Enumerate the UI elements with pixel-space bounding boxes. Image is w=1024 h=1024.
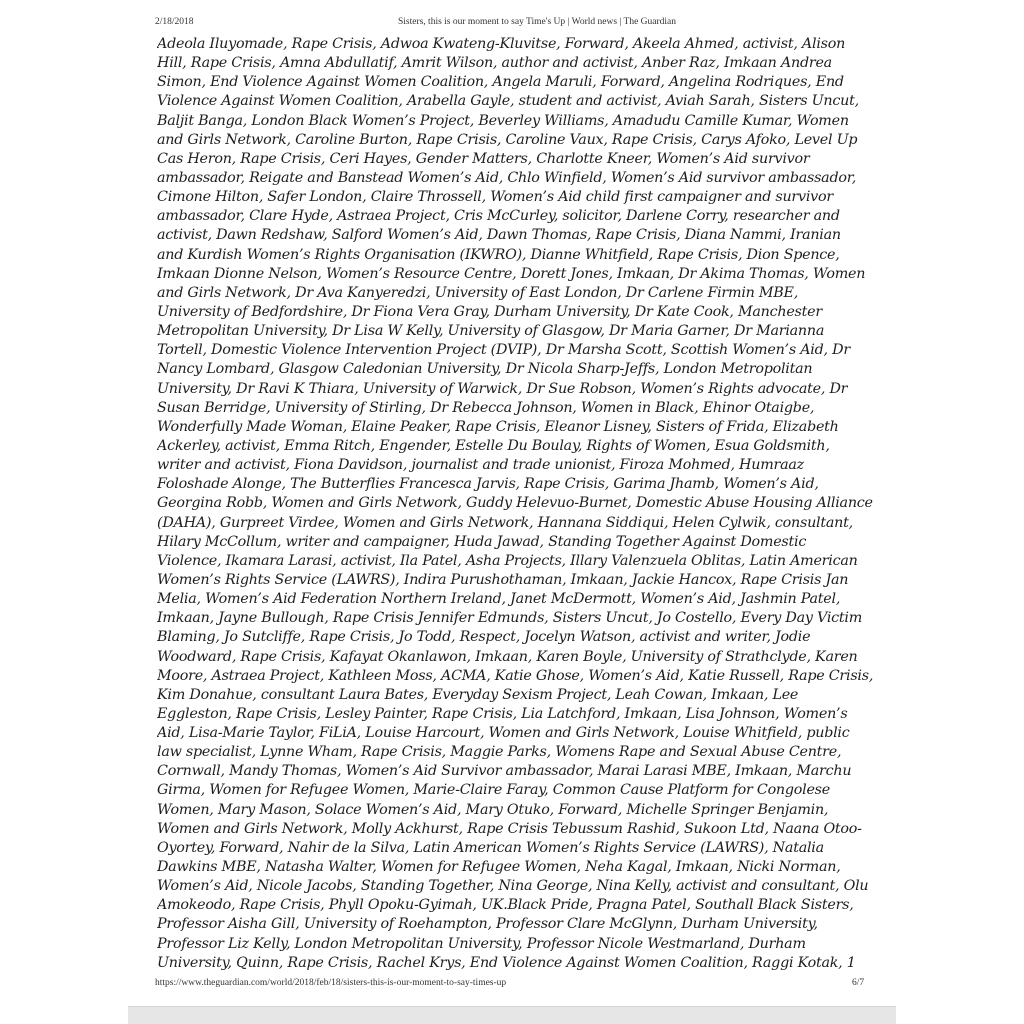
text-line: and Girls Network, Caroline Burton, Rape Crisis, Caroline Vaux, Rape Crisis, Carys Afoko, Level Up	[157, 131, 858, 148]
text-line: Aid, Lisa-Marie Taylor, FiLiA, Louise Harcourt, Women and Girls Network, Louise Whitfield, public	[157, 725, 850, 742]
text-line: (DAHA), Gurpreet Virdee, Women and Girls Network, Hannana Siddiqui, Helen Cylwik, consultant,	[157, 514, 853, 531]
text-line: Amokeodo, Rape Crisis, Phyll Opoku-Gyimah, UK.Black Pride, Pragna Patel, Southall Black Sisters,	[157, 897, 854, 914]
text-line: Simon, End Violence Against Women Coalition, Angela Maruli, Forward, Angelina Rodriques, End	[157, 74, 844, 91]
text-line: Tortell, Domestic Violence Intervention Project (DVIP), Dr Marsha Scott, Scottish Women’s Aid, Dr	[157, 342, 850, 359]
text-line: Oyortey, Forward, Nahir de la Silva, Latin American Women’s Rights Service (LAWRS), Natalia	[157, 839, 824, 856]
text-line: Melia, Women’s Aid Federation Northern Ireland, Janet McDermott, Women’s Aid, Jashmin Patel,	[157, 591, 841, 608]
text-line: Cas Heron, Rape Crisis, Ceri Hayes, Gender Matters, Charlotte Kneer, Women’s Aid survivor	[157, 150, 810, 167]
text-line: University, Dr Ravi K Thiara, University of Warwick, Dr Sue Robson, Women’s Rights advocate, Dr	[157, 380, 848, 397]
text-line: and Kurdish Women’s Rights Organisation (IKWRO), Dianne Whitfield, Rape Crisis, Dion Spence,	[157, 246, 840, 263]
text-line: Metropolitan University, Dr Lisa W Kelly, University of Glasgow, Dr Maria Garner, Dr Marianna	[157, 323, 825, 340]
text-line: law specialist, Lynne Wham, Rape Crisis, Maggie Parks, Womens Rape and Sexual Abuse Centre,	[157, 744, 842, 761]
text-line: ambassador, Clare Hyde, Astraea Project, Cris McCurley, solicitor, Darlene Corry, researcher and	[157, 208, 840, 225]
print-url[interactable]: https://www.theguardian.com/world/2018/feb/18/sisters-this-is-our-moment-to-say-times-up	[155, 978, 507, 988]
text-line: Cornwall, Mandy Thomas, Women’s Aid Survivor ambassador, Marai Larasi MBE, Imkaan, Marchu	[157, 763, 852, 780]
text-line: University of Bedfordshire, Dr Fiona Vera Gray, Durham University, Dr Kate Cook, Manchester	[157, 303, 822, 320]
text-line: Cimone Hilton, Safer London, Claire Throssell, Women’s Aid child first campaigner and survivor	[157, 189, 833, 206]
print-footer	[0, 978, 1024, 992]
text-line: activist, Dawn Redshaw, Salford Women’s Aid, Dawn Thomas, Rape Crisis, Diana Nammi, Iranian	[157, 227, 841, 244]
text-line: Moore, Astraea Project, Kathleen Moss, ACMA, Katie Ghose, Women’s Aid, Katie Russell, Rape Crisis,	[157, 667, 874, 684]
text-line: Women’s Rights Service (LAWRS), Indira Purushothaman, Imkaan, Jackie Hancox, Rape Crisis Jan	[157, 571, 849, 588]
text-line: and Girls Network, Dr Ava Kanyeredzi, University of East London, Dr Carlene Firmin MBE,	[157, 284, 799, 301]
text-line: Nancy Lombard, Glasgow Caledonian University, Dr Nicola Sharp-Jeffs, London Metropolitan	[157, 361, 813, 378]
text-line: Georgina Robb, Women and Girls Network, Guddy Helevuo-Burnet, Domestic Abuse Housing Alliance	[157, 495, 873, 512]
text-line: Woodward, Rape Crisis, Kafayat Okanlawon, Imkaan, Karen Boyle, University of Strathclyde, Karen	[157, 648, 858, 665]
text-line: Wonderfully Made Woman, Elaine Peaker, Rape Crisis, Eleanor Lisney, Sisters of Frida, Elizabeth	[157, 418, 839, 435]
signatories-text	[157, 35, 877, 973]
text-line: Hill, Rape Crisis, Amna Abdullatif, Amrit Wilson, author and activist, Anber Raz, Imkaan Andrea	[157, 55, 832, 72]
page-number: 6/7	[852, 978, 865, 988]
text-line: Adeola Iluyomade, Rape Crisis, Adwoa Kwateng-Kluvitse, Forward, Akeela Ahmed, activist, Alison	[157, 36, 846, 52]
text-line: Blaming, Jo Sutcliffe, Rape Crisis, Jo Todd, Respect, Jocelyn Watson, activist and writer, Jodie	[157, 629, 811, 646]
text-line: ambassador, Reigate and Banstead Women’s Aid, Chlo Winfield, Women’s Aid survivor ambassador,	[157, 169, 857, 186]
print-date: 2/18/2018	[155, 17, 194, 27]
text-line: Women, Mary Mason, Solace Women’s Aid, Mary Otuko, Forward, Michelle Springer Benjamin,	[157, 801, 829, 818]
text-line: Professor Liz Kelly, London Metropolitan University, Professor Nicole Westmarland, Durham	[157, 935, 806, 952]
text-line: Baljit Banga, London Black Women’s Project, Beverley Williams, Amadudu Camille Kumar, Women	[157, 112, 849, 129]
print-page-title: Sisters, this is our moment to say Time's Up | World news | The Guardian	[397, 17, 677, 27]
text-line: Dawkins MBE, Natasha Walter, Women for Refugee Women, Neha Kagal, Imkaan, Nicki Norman,	[157, 859, 841, 876]
text-line: Girma, Women for Refugee Women, Marie-Claire Faray, Common Cause Platform for Congolese	[157, 782, 830, 799]
viewer-bottom-bar	[128, 1006, 896, 1024]
text-line: Imkaan, Jayne Bullough, Rape Crisis Jennifer Edmunds, Sisters Uncut, Jo Costello, Every Day Victim	[157, 610, 863, 627]
text-line: Professor Aisha Gill, University of Roehampton, Professor Clare McGlynn, Durham University,	[157, 916, 818, 933]
text-line: Ackerley, activist, Emma Ritch, Engender, Estelle Du Boulay, Rights of Women, Esua Goldsmith,	[157, 437, 830, 454]
text-line: Violence Against Women Coalition, Arabella Gayle, student and activist, Aviah Sarah, Sisters Uncut,	[157, 93, 859, 110]
text-line: Women and Girls Network, Molly Ackhurst, Rape Crisis Tebussum Rashid, Sukoon Ltd, Naana Otoo-	[157, 820, 862, 837]
text-line: Imkaan Dionne Nelson, Women’s Resource Centre, Dorett Jones, Imkaan, Dr Akima Thomas, Women	[157, 265, 866, 282]
text-line: Eggleston, Rape Crisis, Lesley Painter, Rape Crisis, Lia Latchford, Imkaan, Lisa Johnson, Women’s	[157, 705, 848, 722]
text-line: Hilary McCollum, writer and campaigner, Huda Jawad, Standing Together Against Domestic	[157, 533, 807, 550]
text-line: Women’s Aid, Nicole Jacobs, Standing Together, Nina George, Nina Kelly, activist and consultant, Olu	[157, 878, 869, 895]
text-line: writer and activist, Fiona Davidson, journalist and trade unionist, Firoza Mohmed, Humraaz	[157, 457, 804, 474]
text-line: Foloshade Alonge, The Butterflies Francesca Jarvis, Rape Crisis, Garima Jhamb, Women’s Aid,	[157, 476, 819, 493]
text-line: Violence, Ikamara Larasi, activist, Ila Patel, Asha Projects, Illary Valenzuela Oblitas, Latin American	[157, 552, 858, 569]
text-line: University, Quinn, Rape Crisis, Rachel Krys, End Violence Against Women Coalition, Raggi Kotak, 1	[157, 954, 856, 971]
print-header	[0, 17, 1024, 31]
text-line: Kim Donahue, consultant Laura Bates, Everyday Sexism Project, Leah Cowan, Imkaan, Lee	[157, 686, 799, 703]
text-line: Susan Berridge, University of Stirling, Dr Rebecca Johnson, Women in Black, Ehinor Otaigbe,	[157, 399, 815, 416]
